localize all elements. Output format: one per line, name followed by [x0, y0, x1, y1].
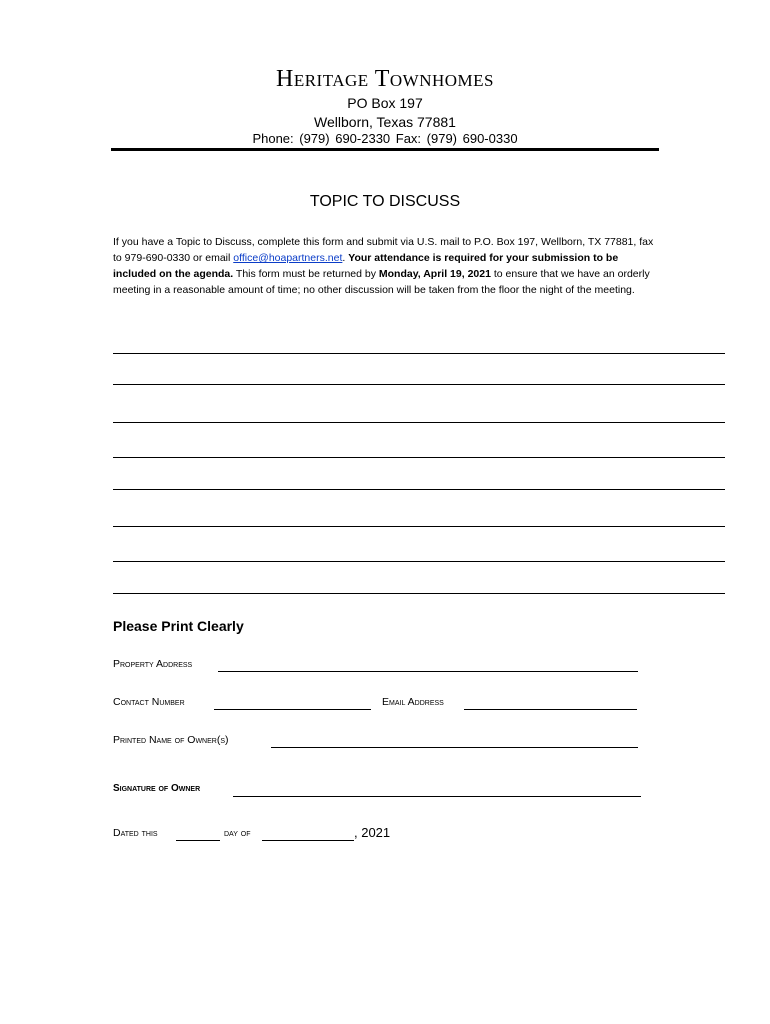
address-line-2: Wellborn, Texas 77881 [314, 114, 456, 130]
property-address-label: Property Address [113, 658, 193, 670]
intro-text-4: to ensure that we have an orderly meeting in a reasonable amount of time; no other discussion will be taken from the floor the night of the meeting. [113, 268, 650, 296]
printed-name-input[interactable] [271, 747, 638, 748]
topic-line[interactable] [113, 489, 725, 490]
intro-attendance-note: Your attendance is required for your submission to be included on the agenda. [113, 252, 619, 280]
intro-text-3: This form must be returned by [233, 268, 379, 280]
year-label: , 2021 [354, 825, 391, 840]
property-address-input[interactable] [218, 671, 638, 672]
intro-paragraph [113, 234, 658, 298]
topic-line[interactable] [113, 353, 725, 354]
print-clearly-heading: Please Print Clearly [113, 618, 244, 634]
form-title: TOPIC TO DISCUSS [309, 193, 461, 210]
intro-deadline: Monday, April 19, 2021 [378, 268, 491, 280]
phone-fax: Phone: (979) 690-2330 Fax: (979) 690-0330 [252, 131, 518, 146]
dated-this-label: Dated this [113, 827, 158, 839]
intro-text-1: If you have a Topic to Discuss, complete this form and submit via U.S. mail to P.O. Box 197, Wellborn, TX 77881, fax to 979-690-0330 or email [113, 236, 654, 264]
topic-line[interactable] [113, 561, 725, 562]
signature-label: Signature of Owner [113, 783, 201, 794]
month-input[interactable] [262, 840, 354, 841]
email-address-label: Email Address [382, 696, 444, 708]
topic-line[interactable] [113, 384, 725, 385]
topic-line[interactable] [113, 593, 725, 594]
day-input[interactable] [176, 840, 220, 841]
topic-line[interactable] [113, 526, 725, 527]
address-line-1: PO Box 197 [347, 95, 423, 111]
contact-number-input[interactable] [214, 709, 371, 710]
contact-number-label: Contact Number [113, 696, 185, 708]
org-name: Heritage Townhomes [275, 66, 494, 92]
intro-text-2: . [342, 252, 349, 264]
signature-input[interactable] [233, 796, 641, 797]
topic-line[interactable] [113, 457, 725, 458]
printed-name-label: Printed Name of Owner(s) [113, 734, 229, 746]
topic-line[interactable] [113, 422, 725, 423]
email-address-input[interactable] [464, 709, 637, 710]
header-divider [111, 148, 659, 151]
day-of-label: day of [224, 827, 251, 839]
email-link[interactable]: office@hoapartners.net [233, 252, 343, 264]
